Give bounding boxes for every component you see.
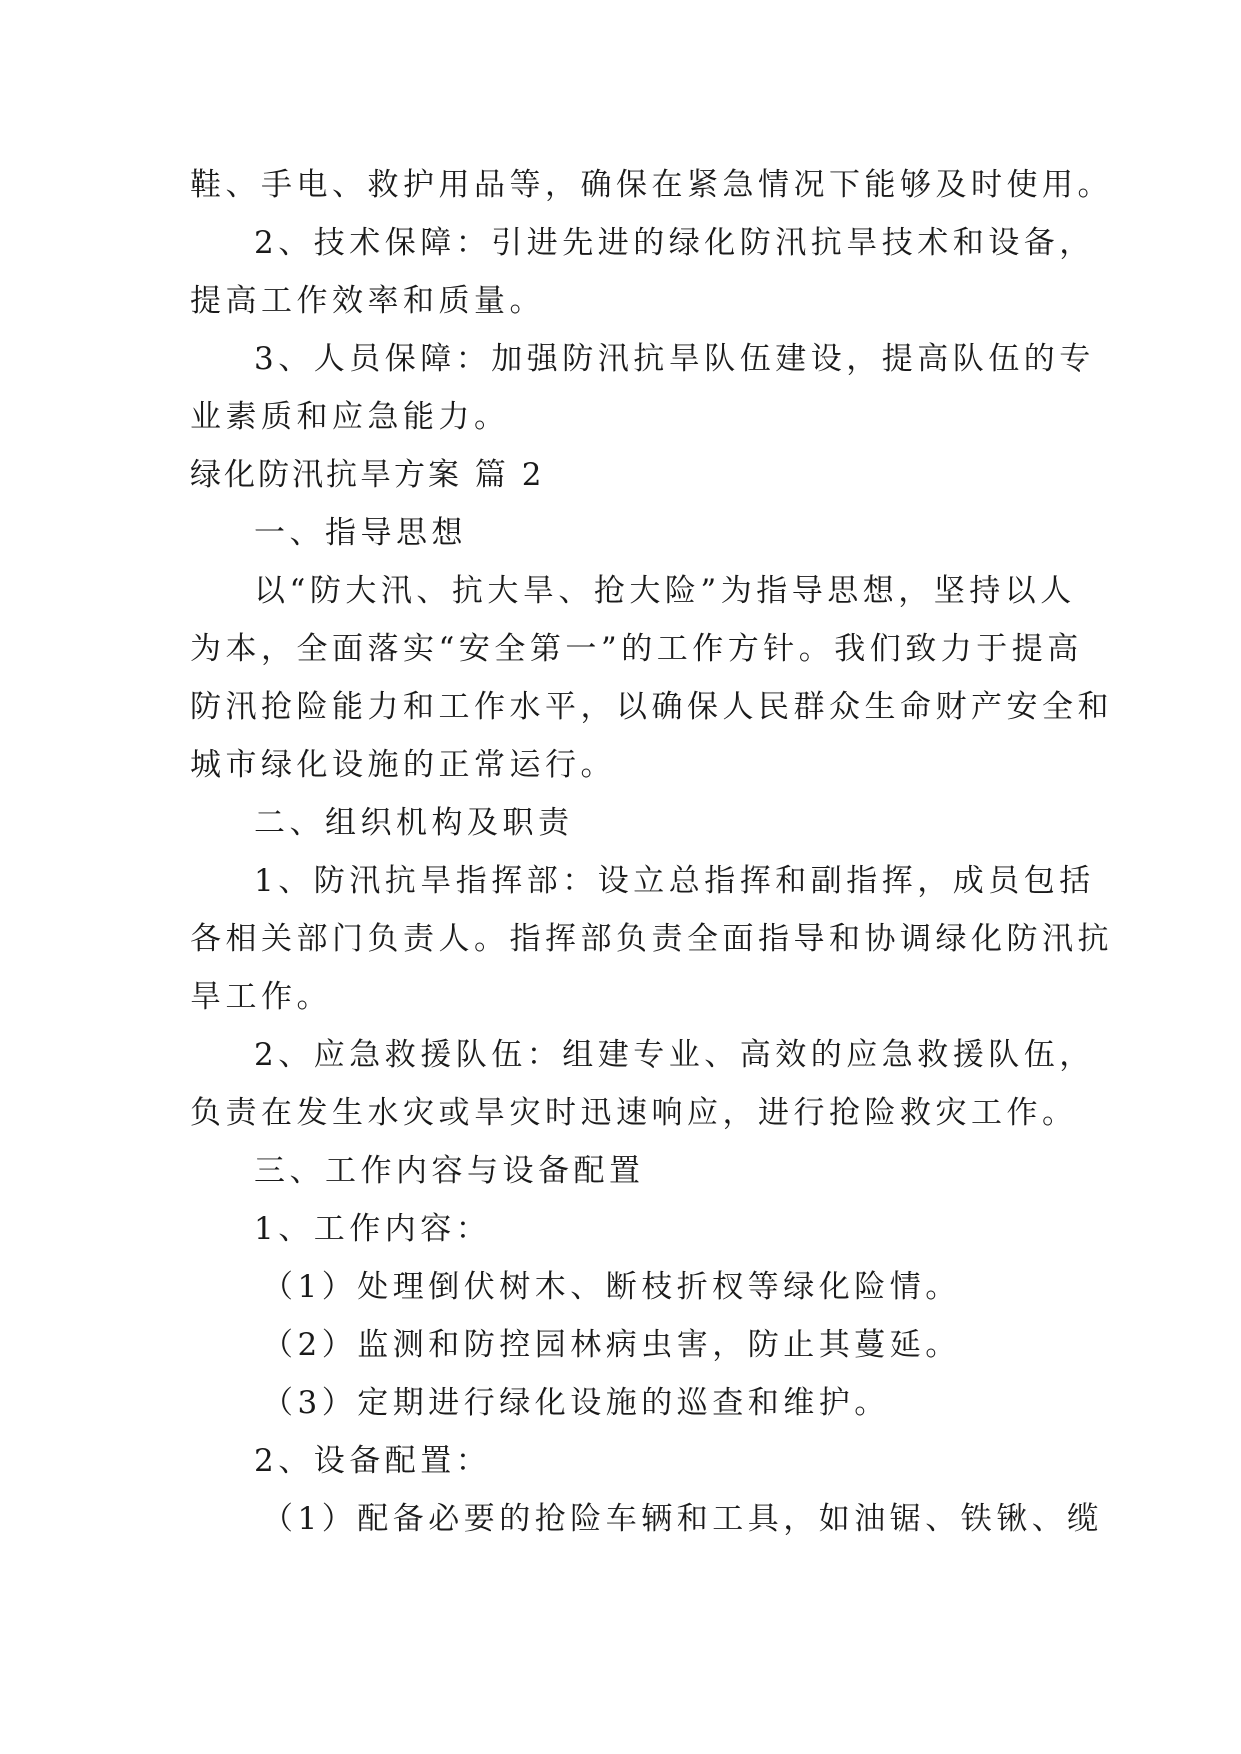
paragraph-line: 提高工作效率和质量。	[190, 283, 545, 319]
section-heading: 三、工作内容与设备配置	[254, 1153, 645, 1189]
section-heading: 二、组织机构及职责	[254, 805, 574, 841]
paragraph-line: 1、防汛抗旱指挥部：设立总指挥和副指挥，成员包括	[254, 863, 1095, 899]
paragraph-line: 3、人员保障：加强防汛抗旱队伍建设，提高队伍的专	[254, 341, 1095, 377]
paragraph-line: 旱工作。	[190, 979, 332, 1015]
section-title: 绿化防汛抗旱方案 篇 2	[190, 457, 545, 493]
paragraph-line: 鞋、手电、救护用品等，确保在紧急情况下能够及时使用。	[190, 167, 1113, 203]
paragraph-line: 2、设备配置：	[254, 1443, 492, 1479]
paragraph-line: 负责在发生水灾或旱灾时迅速响应，进行抢险救灾工作。	[190, 1095, 1078, 1131]
paragraph-line: 为本，全面落实“安全第一”的工作方针。我们致力于提高	[190, 631, 1083, 667]
paragraph-line: 以“防大汛、抗大旱、抢大险”为指导思想，坚持以人	[254, 573, 1076, 609]
list-item: （3）定期进行绿化设施的巡查和维护。	[262, 1385, 890, 1421]
paragraph-line: 2、应急救援队伍：组建专业、高效的应急救援队伍，	[254, 1037, 1095, 1073]
paragraph-line: 各相关部门负责人。指挥部负责全面指导和协调绿化防汛抗	[190, 921, 1113, 957]
list-item: （1）配备必要的抢险车辆和工具，如油锯、铁锹、缆	[262, 1501, 1103, 1537]
section-heading: 一、指导思想	[254, 515, 467, 551]
paragraph-line: 2、技术保障：引进先进的绿化防汛抗旱技术和设备，	[254, 225, 1095, 261]
paragraph-line: 城市绿化设施的正常运行。	[190, 747, 616, 783]
list-item: （2）监测和防控园林病虫害，防止其蔓延。	[262, 1327, 961, 1363]
paragraph-line: 1、工作内容：	[254, 1211, 492, 1247]
list-item: （1）处理倒伏树木、断枝折杈等绿化险情。	[262, 1269, 961, 1305]
paragraph-line: 业素质和应急能力。	[190, 399, 510, 435]
paragraph-line: 防汛抢险能力和工作水平，以确保人民群众生命财产安全和	[190, 689, 1113, 725]
